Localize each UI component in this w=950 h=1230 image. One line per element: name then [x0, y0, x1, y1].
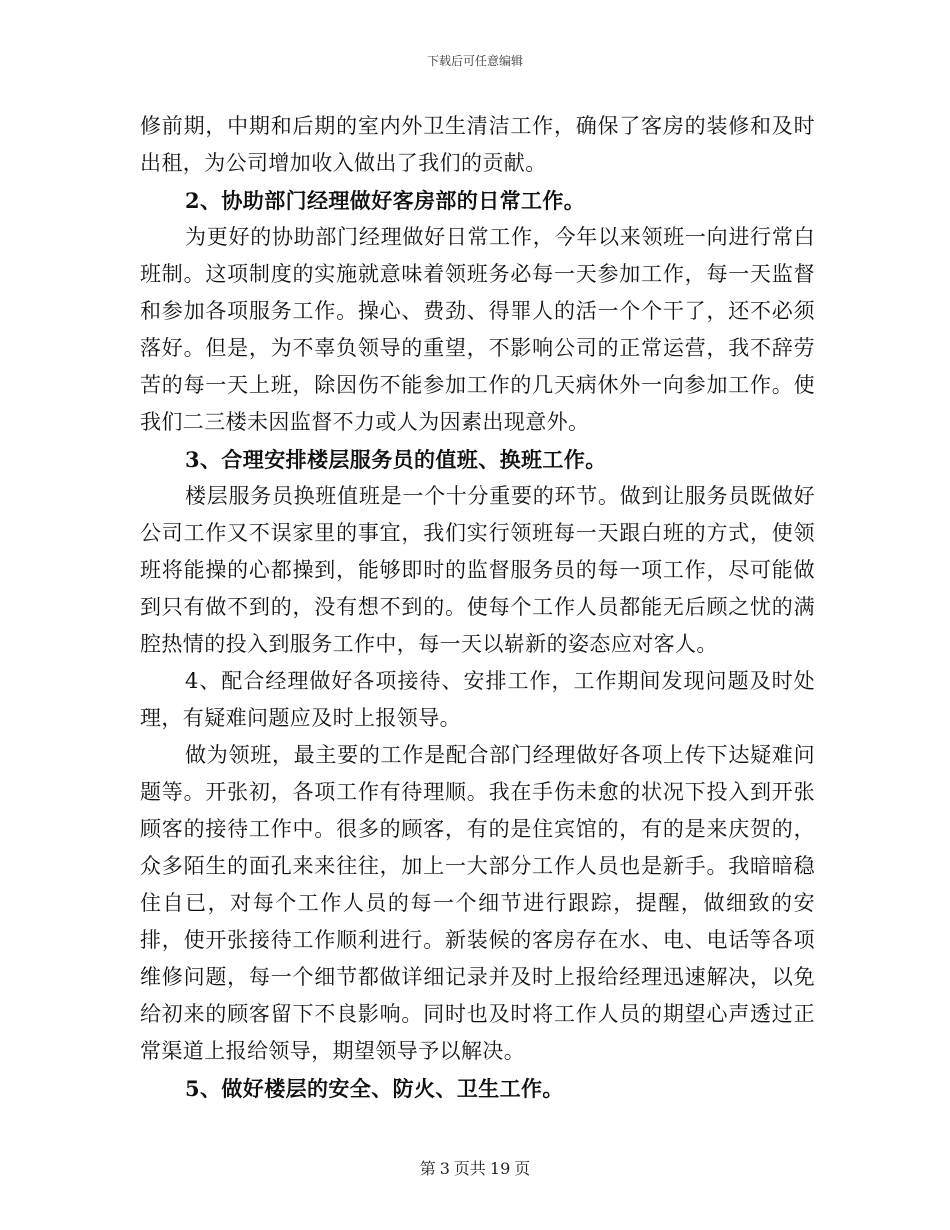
paragraph-shift-arrangement: 楼层服务员换班值班是一个十分重要的环节。做到让服务员既做好公司工作又不误家里的事宜，我们实行领班每一天跟白班的方式，使领班将能操的心都操到，能够即时的监督服务员的每一项工作，尽可能做到只有做不到的，没有想不到的。使每个工作人员都能无后顾之忧的满腔热情的投入到服务工作中，每一天以崭新的姿态应对客人。 — [140, 484, 815, 656]
header-note: 下载后可任意编辑 — [426, 54, 523, 68]
section-heading-2: 2、协助部门经理做好客房部的日常工作。 — [185, 188, 586, 213]
page-footer — [0, 1156, 950, 1179]
section-heading-5: 5、做好楼层的安全、防火、卫生工作。 — [185, 1076, 564, 1101]
section-heading-3: 3、合理安排楼层服务员的值班、换班工作。 — [185, 447, 607, 472]
footer-suffix: 页 — [514, 1159, 531, 1178]
paragraph-continuation: 修前期，中期和后期的室内外卫生清洁工作，确保了客房的装修和及时出租，为公司增加收入做出了我们的贡献。 — [140, 114, 815, 175]
paragraph-daily-work: 为更好的协助部门经理做好日常工作，今年以来领班一向进行常白班制。这项制度的实施就意味着领班务必每一天参加工作，每一天监督和参加各项服务工作。操心、费劲、得罪人的活一个个干了，还不必须落好。但是，为不辜负领导的重望，不影响公司的正常运营，我不辞劳苦的每一天上班，除因伤不能参加工作的几天病休外一向参加工作。使我们二三楼未因监督不力或人为因素出现意外。 — [140, 225, 815, 434]
paragraph-reception-work: 做为领班，最主要的工作是配合部门经理做好各项上传下达疑难问题等。开张初，各项工作有待理顺。我在手伤未愈的状况下投入到开张顾客的接待工作中。很多的顾客，有的是住宾馆的，有的是来庆贺的，众多陌生的面孔来来往往，加上一大部分工作人员也是新手。我暗暗稳住自已，对每个工作人员的每一个细节进行跟踪，提醒，做细致的安排，使开张接待工作顺利进行。新装候的客房存在水、电、电话等各项维修问题，每一个细节都做详细记录并及时上报给经理迅速解决，以免给初来的顾客留下不良影响。同时也及时将工作人员的期望心声透过正常渠道上报给领导，期望领导予以解决。 — [140, 743, 815, 1063]
page-number-total: 19 — [489, 1159, 511, 1178]
footer-prefix: 第 — [419, 1159, 436, 1178]
page-header — [0, 52, 950, 69]
section-item-4: 4、配合经理做好各项接待、安排工作，工作期间发现问题及时处理，有疑难问题应及时上报领导。 — [140, 669, 815, 730]
footer-middle: 页共 — [453, 1159, 486, 1178]
page-number-current: 3 — [439, 1159, 450, 1178]
document-body — [140, 108, 815, 1107]
